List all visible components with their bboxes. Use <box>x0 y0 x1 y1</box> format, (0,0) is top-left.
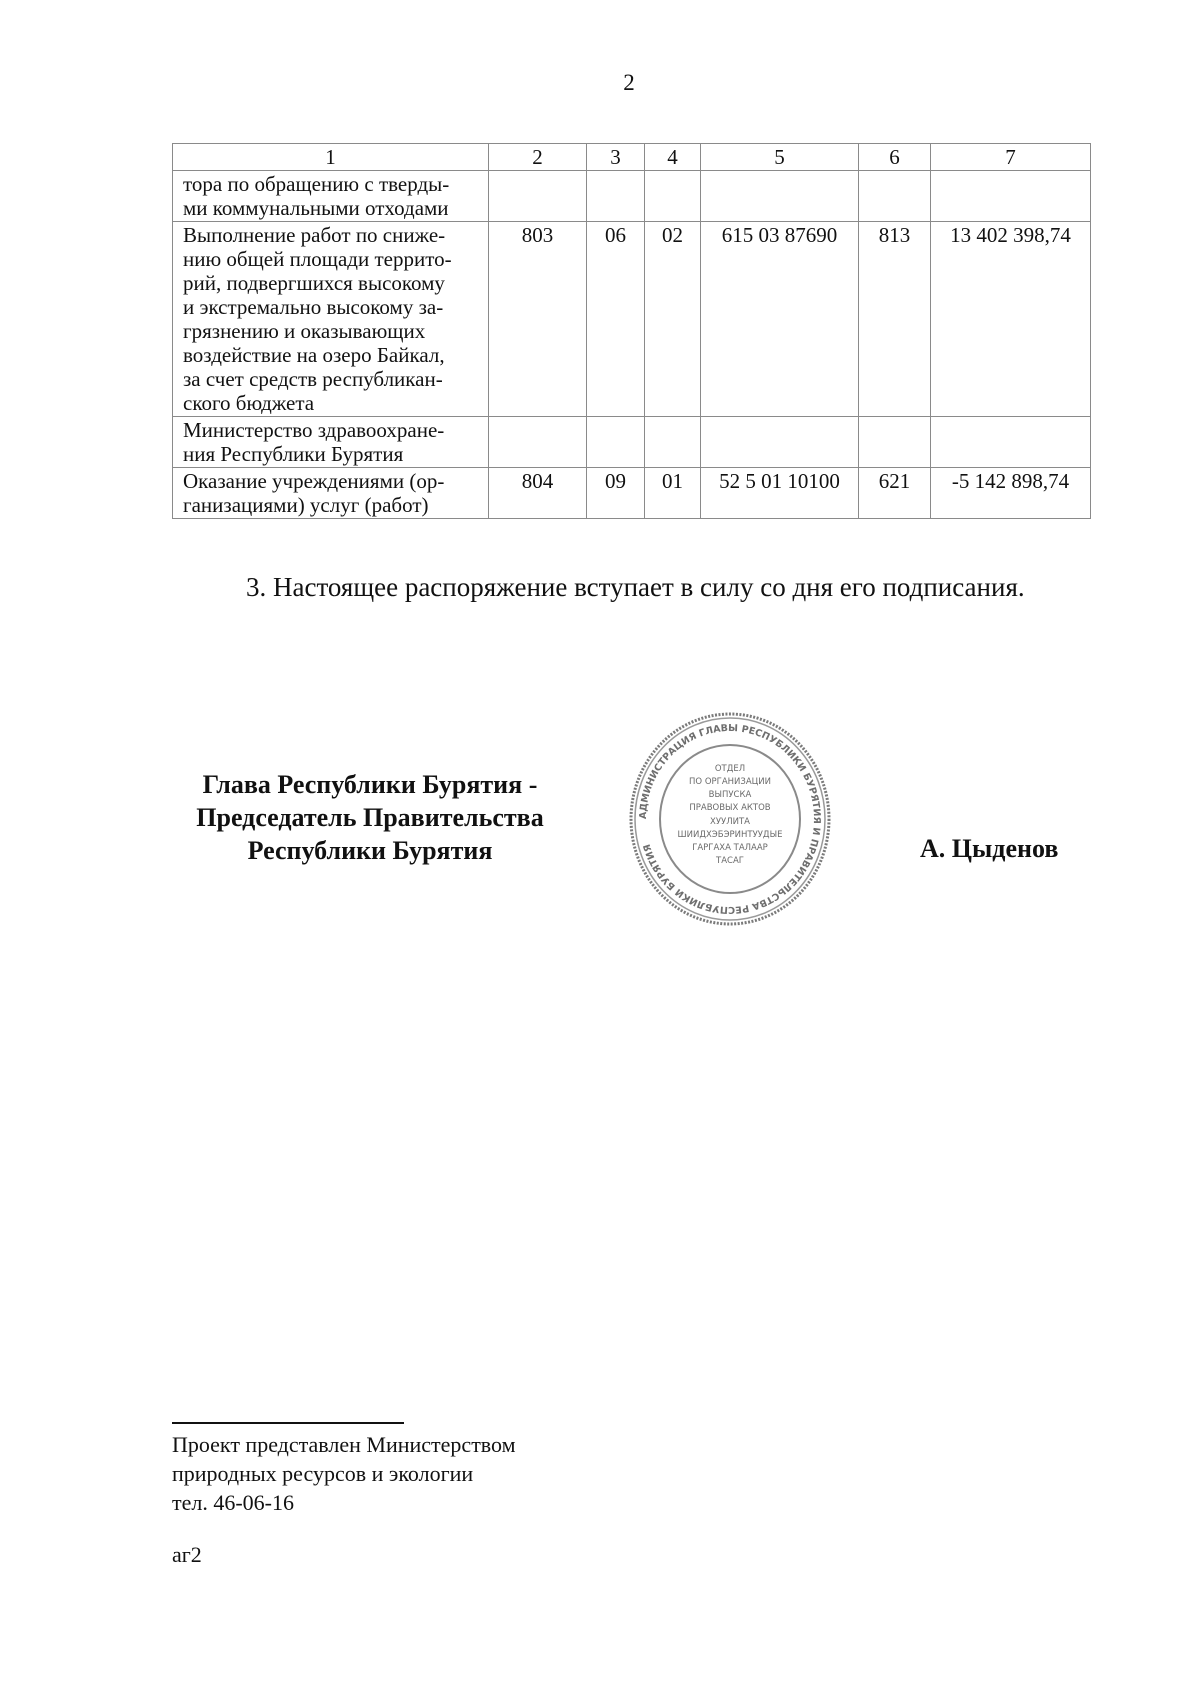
seal-center-line: ПО ОРГАНИЗАЦИИ <box>689 777 771 787</box>
page-number: 2 <box>623 70 635 95</box>
column-header: 7 <box>931 144 1091 171</box>
row-name-cell <box>173 417 489 468</box>
row-name-line: тора по обращению с тверды- <box>183 172 450 196</box>
footnote-line: тел. 46-06-16 <box>172 1490 295 1515</box>
seal-center-line: ГАРГАХА ТАЛААР <box>692 843 768 853</box>
footnote-line: природных ресурсов и экологии <box>172 1461 474 1486</box>
target-article-cell <box>701 171 859 222</box>
table-header-row <box>173 144 1091 171</box>
row-name-line: и экстремально высокому за- <box>183 295 444 319</box>
target-article-cell: 615 03 87690 <box>701 222 859 417</box>
row-name-line: грязнению и оказывающих <box>183 319 426 343</box>
ministry-code-cell: 803 <box>489 222 587 417</box>
footnote-divider <box>172 1422 404 1424</box>
subsection-cell <box>645 417 701 468</box>
seal-center-line: ХУУЛИТА <box>710 817 750 827</box>
row-name-line: ми коммунальными отходами <box>183 196 449 220</box>
seal-center-line: ОТДЕЛ <box>714 764 746 774</box>
row-name-line: Министерство здравоохране- <box>183 418 445 442</box>
section-cell <box>587 171 645 222</box>
table-row <box>173 417 1091 468</box>
row-name-line: рий, подвергшихся высокому <box>183 271 445 295</box>
expense-type-cell <box>859 171 931 222</box>
column-header: 6 <box>859 144 931 171</box>
amount-cell <box>931 417 1091 468</box>
table-row <box>173 468 1091 519</box>
signer-title <box>160 768 580 867</box>
subsection-cell: 01 <box>645 468 701 519</box>
amount-cell <box>931 171 1091 222</box>
document-code: аг2 <box>172 1542 202 1567</box>
section-cell: 06 <box>587 222 645 417</box>
ministry-code-cell <box>489 417 587 468</box>
row-name-line: Оказание учреждениями (ор- <box>183 469 445 493</box>
row-name-line: за счет средств республикан- <box>183 367 443 391</box>
ministry-code-cell: 804 <box>489 468 587 519</box>
column-header: 1 <box>173 144 489 171</box>
footnote-line: Проект представлен Министерством <box>172 1432 516 1457</box>
row-name-cell <box>173 468 489 519</box>
effective-date-clause: 3. Настоящее распоряжение вступает в силу со дня его подписания. <box>246 572 1025 602</box>
row-name-line: Выполнение работ по сниже- <box>183 223 446 247</box>
column-header: 3 <box>587 144 645 171</box>
seal-center-line: ПРАВОВЫХ АКТОВ <box>689 803 771 813</box>
column-header: 2 <box>489 144 587 171</box>
row-name-line: ганизациями) услуг (работ) <box>183 493 429 517</box>
seal-center-line: ШИИДХЭБЭРИНТУУДЫЕ <box>677 830 783 840</box>
signer-title-line: Глава Республики Бурятия - <box>202 770 538 799</box>
row-name-line: ния Республики Бурятия <box>183 442 404 466</box>
row-name-cell <box>173 171 489 222</box>
signer-name: А. Цыденов <box>920 834 1059 863</box>
amount-cell: -5 142 898,74 <box>931 468 1091 519</box>
signer-title-line: Председатель Правительства <box>196 803 544 832</box>
signer-title-line: Республики Бурятия <box>247 836 493 865</box>
table-row <box>173 171 1091 222</box>
row-name-line: воздействие на озеро Байкал, <box>183 343 445 367</box>
row-name-line: ского бюджета <box>183 391 315 415</box>
target-article-cell <box>701 417 859 468</box>
official-seal <box>628 710 832 928</box>
table-row <box>173 222 1091 417</box>
expense-type-cell: 621 <box>859 468 931 519</box>
row-name-line: нию общей площади террито- <box>183 247 452 271</box>
seal-center-line: ВЫПУСКА <box>708 790 752 800</box>
budget-table <box>172 143 1091 519</box>
column-header: 5 <box>701 144 859 171</box>
section-cell <box>587 417 645 468</box>
target-article-cell: 52 5 01 10100 <box>701 468 859 519</box>
subsection-cell <box>645 171 701 222</box>
expense-type-cell <box>859 417 931 468</box>
row-name-cell <box>173 222 489 417</box>
expense-type-cell: 813 <box>859 222 931 417</box>
subsection-cell: 02 <box>645 222 701 417</box>
seal-center-line: ТАСАГ <box>716 856 744 866</box>
column-header: 4 <box>645 144 701 171</box>
ministry-code-cell <box>489 171 587 222</box>
section-cell: 09 <box>587 468 645 519</box>
footnote <box>172 1430 516 1517</box>
seal-outer-text: АДМИНИСТРАЦИЯ ГЛАВЫ РЕСПУБЛИКИ БУРЯТИЯ И ПРАВИТЕЛЬСТВА РЕСПУБЛИКИ БУРЯТИЯ <box>637 722 823 916</box>
amount-cell: 13 402 398,74 <box>931 222 1091 417</box>
